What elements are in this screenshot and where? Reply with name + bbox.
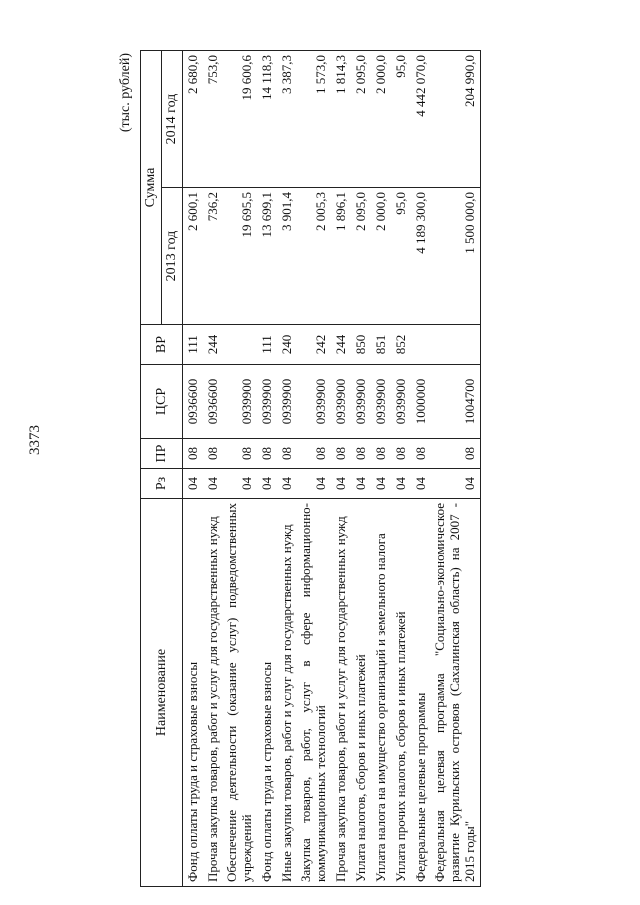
row-pr: 08 (351, 439, 371, 469)
row-sum-2014: 4 442 070,0 (411, 51, 431, 188)
row-csr: 0936600 (183, 365, 204, 439)
row-sum-2013: 2 095,0 (351, 188, 371, 325)
row-csr: 0939900 (277, 365, 297, 439)
row-name: Обеспечение деятельности (оказание услуг) подведомственных учреждений (223, 499, 257, 887)
row-rz: 04 (183, 469, 204, 499)
row-name: Уплата налога на имущество организаций и земельного налога (371, 499, 391, 887)
row-sum-2013: 1 500 000,0 (431, 188, 480, 325)
header-rz: Рз (141, 469, 183, 499)
table-row (391, 51, 411, 887)
row-vr: 244 (331, 325, 351, 365)
row-sum-2014: 1 573,0 (297, 51, 331, 188)
table-row (277, 51, 297, 887)
row-name: Федеральные целевые программы (411, 499, 431, 887)
row-pr: 08 (411, 439, 431, 469)
row-sum-2014: 1 814,3 (331, 51, 351, 188)
header-row (141, 51, 162, 887)
row-sum-2014: 95,0 (391, 51, 411, 188)
row-name: Прочая закупка товаров, работ и услуг для государственных нужд (331, 499, 351, 887)
row-sum-2013: 95,0 (391, 188, 411, 325)
row-vr: 850 (351, 325, 371, 365)
row-csr: 0939900 (391, 365, 411, 439)
row-vr: 240 (277, 325, 297, 365)
row-rz: 04 (257, 469, 277, 499)
header-2013: 2013 год (162, 188, 183, 325)
row-rz: 04 (223, 469, 257, 499)
table-row (331, 51, 351, 887)
table-row (257, 51, 277, 887)
row-vr: 851 (371, 325, 391, 365)
table-row (431, 51, 480, 887)
row-vr (223, 325, 257, 365)
rotated-page (100, 45, 560, 895)
row-pr: 08 (277, 439, 297, 469)
row-rz: 04 (431, 469, 480, 499)
header-pr: ПР (141, 439, 183, 469)
row-csr: 0939900 (331, 365, 351, 439)
row-name: Прочая закупка товаров, работ и услуг для государственных нужд (203, 499, 223, 887)
row-sum-2014: 3 387,3 (277, 51, 297, 188)
row-vr: 242 (297, 325, 331, 365)
row-sum-2014: 2 680,0 (183, 51, 204, 188)
row-pr: 08 (183, 439, 204, 469)
budget-table (140, 50, 481, 887)
table-row (223, 51, 257, 887)
header-sum: Сумма (141, 51, 162, 325)
row-pr: 08 (371, 439, 391, 469)
table-row (371, 51, 391, 887)
table-row (203, 51, 223, 887)
row-name: Федеральная целевая программа "Социально-экономическое развитие Курильских островов (Сахалинская область) на 2007 - 2015 годы" (431, 499, 480, 887)
header-csr: ЦСР (141, 365, 183, 439)
table-body (183, 51, 481, 887)
row-pr: 08 (297, 439, 331, 469)
row-name: Уплата налогов, сборов и иных платежей (351, 499, 371, 887)
row-sum-2014: 204 990,0 (431, 51, 480, 188)
row-vr: 111 (183, 325, 204, 365)
row-rz: 04 (411, 469, 431, 499)
row-pr: 08 (223, 439, 257, 469)
table-row (351, 51, 371, 887)
row-rz: 04 (277, 469, 297, 499)
row-pr: 08 (203, 439, 223, 469)
row-rz: 04 (391, 469, 411, 499)
table-row (297, 51, 331, 887)
row-rz: 04 (297, 469, 331, 499)
row-vr: 111 (257, 325, 277, 365)
row-pr: 08 (257, 439, 277, 469)
row-rz: 04 (351, 469, 371, 499)
row-vr: 244 (203, 325, 223, 365)
header-vr: ВР (141, 325, 183, 365)
row-sum-2013: 3 901,4 (277, 188, 297, 325)
row-name: Закупка товаров, работ, услуг в сфере информационно-коммуникационных технологий (297, 499, 331, 887)
row-name: Фонд оплаты труда и страховые взносы (257, 499, 277, 887)
row-rz: 04 (371, 469, 391, 499)
row-csr: 0939900 (223, 365, 257, 439)
table-row (183, 51, 204, 887)
header-2014: 2014 год (162, 51, 183, 188)
row-name: Фонд оплаты труда и страховые взносы (183, 499, 204, 887)
row-csr: 0939900 (297, 365, 331, 439)
row-sum-2014: 753,0 (203, 51, 223, 188)
row-vr (411, 325, 431, 365)
row-csr: 0936600 (203, 365, 223, 439)
header-name: Наименование (141, 499, 183, 887)
row-csr: 1004700 (431, 365, 480, 439)
row-sum-2014: 2 000,0 (371, 51, 391, 188)
row-name: Иные закупки товаров, работ и услуг для государственных нужд (277, 499, 297, 887)
row-csr: 0939900 (257, 365, 277, 439)
row-sum-2013: 4 189 300,0 (411, 188, 431, 325)
row-rz: 04 (203, 469, 223, 499)
row-sum-2013: 2 005,3 (297, 188, 331, 325)
row-csr: 1000000 (411, 365, 431, 439)
units-label: (тыс. рублей) (118, 53, 133, 133)
row-sum-2014: 19 600,6 (223, 51, 257, 188)
row-vr (431, 325, 480, 365)
row-sum-2013: 2 600,1 (183, 188, 204, 325)
row-sum-2013: 1 896,1 (331, 188, 351, 325)
row-sum-2013: 13 699,1 (257, 188, 277, 325)
row-sum-2014: 14 118,3 (257, 51, 277, 188)
row-pr: 08 (431, 439, 480, 469)
row-pr: 08 (391, 439, 411, 469)
table-row (411, 51, 431, 887)
row-vr: 852 (391, 325, 411, 365)
row-rz: 04 (331, 469, 351, 499)
row-sum-2014: 2 095,0 (351, 51, 371, 188)
row-name: Уплата прочих налогов, сборов и иных платежей (391, 499, 411, 887)
row-sum-2013: 19 695,5 (223, 188, 257, 325)
row-csr: 0939900 (351, 365, 371, 439)
row-csr: 0939900 (371, 365, 391, 439)
row-sum-2013: 2 000,0 (371, 188, 391, 325)
row-sum-2013: 736,2 (203, 188, 223, 325)
row-pr: 08 (331, 439, 351, 469)
page-number: 3373 (27, 425, 43, 455)
